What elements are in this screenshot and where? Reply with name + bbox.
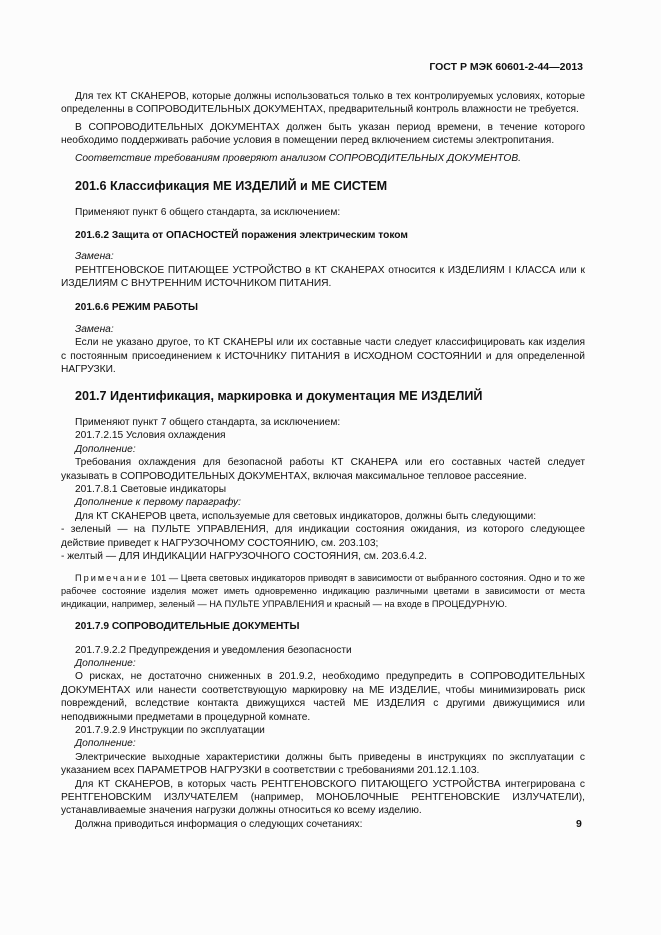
paragraph: О рисках, не достаточно сниженных в 201.9.2, необходимо предупредить в СОПРОВОДИТЕЛЬНЫХ ДОКУМЕНТАХ или нанести соответствующую маркировку на МЕ ИЗДЕЛИЕ, чтобы минимизировать риск повреждений, вследствие контакта движущихся частей МЕ ИЗДЕЛИЯ с другими движущимися или неподвижными предметами в процедурной комнате. xyxy=(61,671,585,723)
document-body xyxy=(61,90,585,831)
subsection-heading-201-6-6: 201.6.6 РЕЖИМ РАБОТЫ xyxy=(75,302,198,314)
paragraph: 201.7.9.2.9 Инструкции по эксплуатации xyxy=(75,725,265,736)
paragraph: Электрические выходные характеристики должны быть приведены в инструкциях по эксплуатации с указанием всех ПАРАМЕТРОВ НАГРУЗКИ в соответствии с требованиями 201.12.1.103. xyxy=(61,751,585,777)
subsection-heading-201-6-2: 201.6.2 Защита от ОПАСНОСТЕЙ поражения электрическим током xyxy=(75,229,408,241)
paragraph-label: Замена: xyxy=(75,323,114,335)
paragraph: Для КТ СКАНЕРОВ цвета, используемые для световых индикаторов, должны быть следующими: xyxy=(75,510,537,522)
paragraph: РЕНТГЕНОВСКОЕ ПИТАЮЩЕЕ УСТРОЙСТВО в КТ СКАНЕРАХ относится к ИЗДЕЛИЯМ I КЛАССА или к ИЗДЕЛИЯМ С ВНУТРЕННИМ ИСТОЧНИКОМ ПИТАНИЯ. xyxy=(61,264,585,290)
note xyxy=(61,572,585,610)
page-number: 9 xyxy=(576,818,582,830)
paragraph-label: Дополнение: xyxy=(75,443,136,455)
subsection-heading-201-7-9: 201.7.9 СОПРОВОДИТЕЛЬНЫЕ ДОКУМЕНТЫ xyxy=(75,621,300,633)
paragraph: Для тех КТ СКАНЕРОВ, которые должны использоваться только в тех контролируемых условиях, которые определенны в СОПРОВОДИТЕЛЬНЫХ ДОКУМЕНТАХ, предварительный контроль влажности не требуется. xyxy=(61,91,585,116)
paragraph: Должна приводиться информация о следующих сочетаниях: xyxy=(75,818,363,830)
paragraph: Если не указано другое, то КТ СКАНЕРЫ или их составные части следует классифицировать как изделия с постоянным присоединением к ИСТОЧНИКУ ПИТАНИЯ в ИСХОДНОМ СОСТОЯНИИ и для определенной НАГРУЗКИ. xyxy=(61,337,585,376)
paragraph-label: Дополнение: xyxy=(75,657,136,669)
section-heading-201-7: 201.7 Идентификация, маркировка и документация МЕ ИЗДЕЛИЙ xyxy=(75,388,483,403)
paragraph-compliance: Соответствие требованиям проверяют анализом СОПРОВОДИТЕЛЬНЫХ ДОКУМЕНТОВ. xyxy=(75,152,521,164)
paragraph-label: Замена: xyxy=(75,251,114,263)
section-heading-201-6: 201.6 Классификация МЕ ИЗДЕЛИЙ и МЕ СИСТЕМ xyxy=(75,179,388,194)
paragraph: Применяют пункт 7 общего стандарта, за исключением: xyxy=(75,416,341,428)
standard-header: ГОСТ Р МЭК 60601-2-44—2013 xyxy=(429,61,583,73)
paragraph: 201.7.2.15 Условия охлаждения xyxy=(75,430,226,442)
list-item: - желтый — ДЛЯ ИНДИКАЦИИ НАГРУЗОЧНОГО СОСТОЯНИЯ, см. 203.6.4.2. xyxy=(61,550,427,562)
paragraph: 201.7.8.1 Световые индикаторы xyxy=(75,483,227,495)
paragraph-label: Дополнение к первому параграфу: xyxy=(75,497,241,509)
paragraph: Требования охлаждения для безопасной работы КТ СКАНЕРА или его составных частей следует указывать в СОПРОВОДИТЕЛЬНЫХ ДОКУМЕНТАХ, включая максимальное тепловое рассеяние. xyxy=(61,457,585,482)
paragraph-label: Дополнение: xyxy=(75,738,136,750)
note-label: Примечание xyxy=(75,573,149,584)
list-item: - зеленый — на ПУЛЬТЕ УПРАВЛЕНИЯ, для индикации состояния ожидания, из которого следующее действие приведет к НАГРУЗОЧНОМУ СОСТОЯНИЮ, см. 203.103; xyxy=(61,524,585,549)
paragraph: Применяют пункт 6 общего стандарта, за исключением: xyxy=(75,207,341,219)
note-text: 101 — Цвета световых индикаторов приводят в зависимости от выбранного состояния. Одно и то же рабочее состояние изделия может иметь одновременно индикацию различными цветами в зависимости от места индикации, например, зеленый — НА ПУЛЬТЕ УПРАВЛЕНИЯ и красный — на входе в ПРОЦЕДУРНУЮ. xyxy=(61,573,585,609)
paragraph: 201.7.9.2.2 Предупреждения и уведомления безопасности xyxy=(75,644,352,656)
paragraph: Для КТ СКАНЕРОВ, в которых часть РЕНТГЕНОВСКОГО ПИТАЮЩЕГО УСТРОЙСТВА интегрирована с РЕНТГЕНОВСКИМ ИЗЛУЧАТЕЛЕМ (например, МОНОБЛОЧНЫЕ РЕНТГЕНОВСКИЕ ИЗЛУЧАТЕЛИ), устанавливаемые значения нагрузки должны относиться ко всему изделию. xyxy=(61,778,585,817)
paragraph: В СОПРОВОДИТЕЛЬНЫХ ДОКУМЕНТАХ должен быть указан период времени, в течение которого необходимо поддерживать рабочие условия в помещении перед включением системы электропитания. xyxy=(61,121,585,147)
